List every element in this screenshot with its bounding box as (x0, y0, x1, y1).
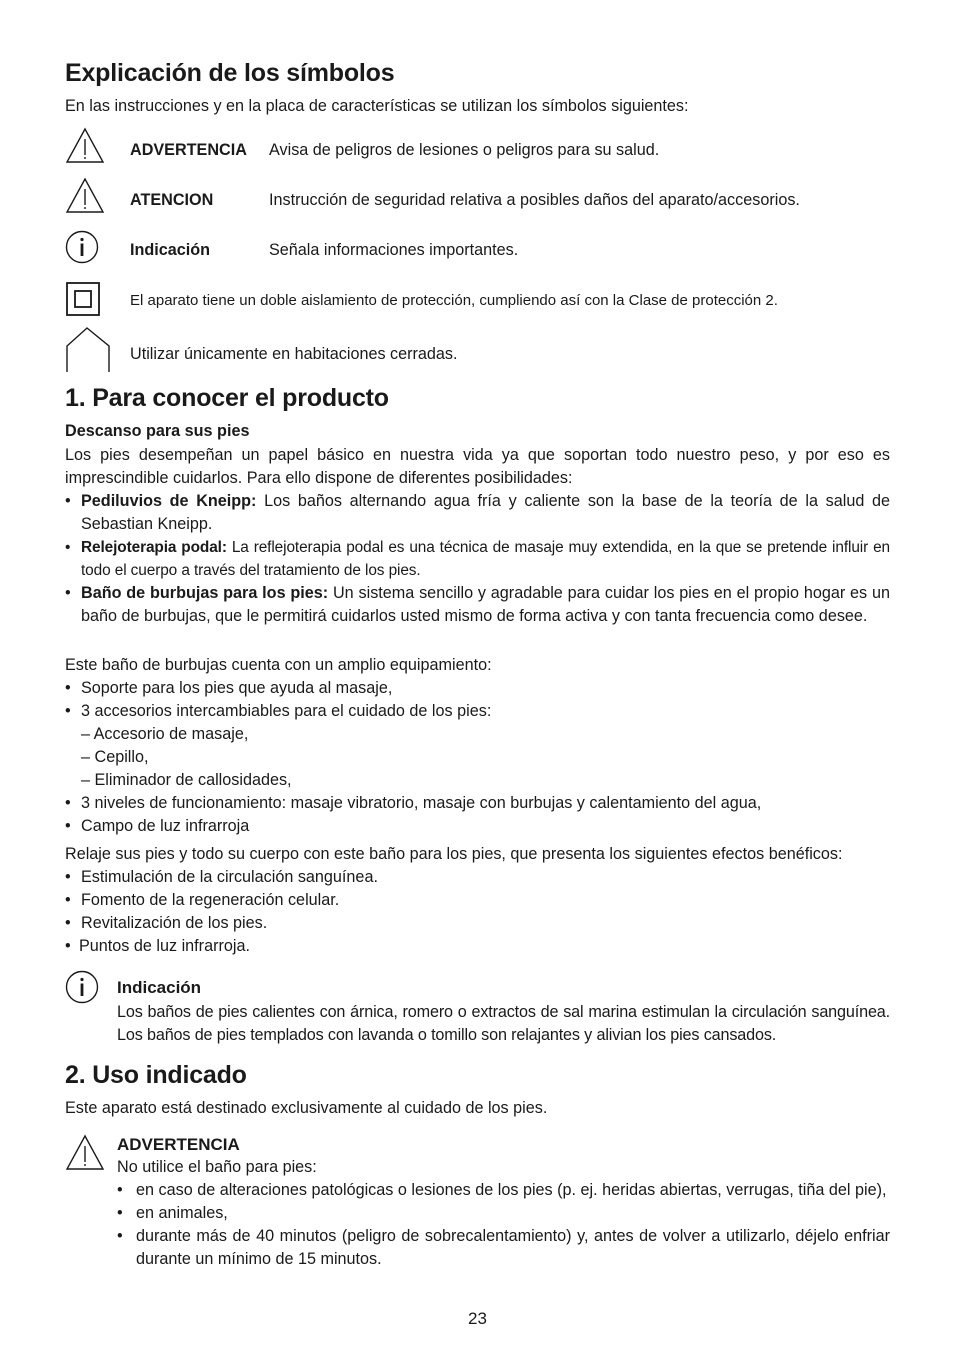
list-item (65, 815, 890, 838)
symbols-intro: En las instrucciones y en la placa de características se utilizan los símbolos siguientes: (65, 97, 689, 115)
info-icon (65, 230, 99, 269)
list-item (65, 677, 890, 700)
list-item: • Revitalización de los pies. (65, 912, 890, 935)
method-term: Baño de burbujas para los pies: (81, 584, 329, 602)
section2-intro: Este aparato está destinado exclusivamente al cuidado de los pies. (65, 1099, 548, 1117)
symbol-term: ADVERTENCIA (130, 141, 247, 159)
list-item (65, 792, 890, 815)
method-text: La reflejoterapia podal es una técnica de masaje muy extendida, en la que se pretende influir en todo el cuerpo a través del tratamiento de los pies. (81, 539, 890, 579)
warning-title: ADVERTENCIA (117, 1135, 240, 1154)
list-item (65, 536, 890, 582)
note-title: Indicación (117, 978, 202, 997)
list-item: • en caso de alteraciones patológicas o lesiones de los pies (p. ej. heridas abiertas, verrugas, tiña del pie), (117, 1179, 890, 1202)
list-item: • Puntos de luz infrarroja. (65, 935, 890, 958)
sublist-item: – Accesorio de masaje, (81, 725, 249, 743)
section1-heading: 1. Para conocer el producto (65, 384, 389, 412)
warning-lead: No utilice el baño para pies: (117, 1158, 317, 1176)
symbol-row-double-insulation (65, 281, 890, 321)
warning-triangle-icon (65, 1133, 105, 1178)
symbol-row-indoor (65, 326, 890, 366)
note-text: Los baños de pies calientes con árnica, romero o extractos de sal marina estimulan la circulación sanguínea. Los baños de pies templados con lavanda o tomillo son relajantes y alivian los pies cansados. (117, 1003, 890, 1044)
effects-intro: Relaje sus pies y todo su cuerpo con este baño para los pies, que presenta los siguientes efectos benéficos: (65, 845, 843, 863)
section2-heading: 2. Uso indicado (65, 1061, 247, 1089)
symbol-term: ATENCION (130, 191, 214, 209)
method-text: Un sistema sencillo y agradable para cuidar los pies en el propio hogar es un baño de burbujas, que le permitirá cuidarlos usted mismo de forma activa y con tanta frecuencia como desee. (81, 584, 890, 625)
list-item: • en animales, (117, 1202, 890, 1225)
warning-triangle-icon (65, 176, 105, 221)
symbol-row-info (65, 230, 890, 270)
page-number: 23 (468, 1309, 487, 1328)
list-item-text: Campo de luz infrarroja (81, 817, 250, 835)
symbol-row-warning (65, 126, 890, 166)
section1-subtitle: Descanso para sus pies (65, 422, 250, 440)
symbols-heading: Explicación de los símbolos (65, 59, 395, 87)
symbol-row-attention (65, 176, 890, 216)
equipment-list (65, 677, 890, 723)
warning-body (117, 1133, 890, 1271)
list-item: • Fomento de la regeneración celular. (65, 889, 890, 912)
methods-list (65, 490, 890, 628)
note-body (117, 970, 890, 1047)
list-item (65, 582, 890, 628)
method-term: Pediluvios de Kneipp: (81, 492, 257, 510)
house-icon (65, 326, 111, 379)
list-item: • Estimulación de la circulación sanguínea. (65, 866, 890, 889)
list-item-text: 3 accesorios intercambiables para el cuidado de los pies: (81, 702, 492, 720)
method-term: Relejoterapia podal: (81, 539, 227, 556)
warning-triangle-icon (65, 126, 105, 171)
symbol-desc-small: El aparato tiene un doble aislamiento de protección, cumpliendo así con la Clase de protección 2. (130, 292, 778, 309)
sublist-item: – Cepillo, (81, 748, 149, 766)
accessories-sublist (65, 723, 292, 792)
symbol-term: Indicación (130, 241, 211, 259)
sublist-item: – Eliminador de callosidades, (81, 771, 292, 789)
equipment-intro: Este baño de burbujas cuenta con un amplio equipamiento: (65, 656, 492, 674)
symbol-desc: Instrucción de seguridad relativa a posibles daños del aparato/accesorios. (269, 191, 800, 209)
section1-intro: Los pies desempeñan un papel básico en nuestra vida ya que soportan todo nuestro peso, y por eso es imprescindible cuidarlos. Para ello dispone de diferentes posibilidades: (65, 446, 890, 487)
method-text: Los baños alternando agua fría y caliente son la base de la teoría de la salud de Sebastian Kneipp. (81, 492, 891, 533)
list-item: • durante más de 40 minutos (peligro de sobrecalentamiento) y, antes de volver a utilizarlo, déjelo enfriar durante un mínimo de 15 minutos. (117, 1225, 890, 1271)
list-item (65, 490, 890, 536)
list-item-text: Soporte para los pies que ayuda al masaje, (81, 679, 393, 697)
equipment-list-continued (65, 792, 890, 838)
symbol-desc: Avisa de peligros de lesiones o peligros para su salud. (269, 141, 660, 159)
effects-list (65, 866, 890, 958)
info-icon (65, 970, 99, 1009)
list-item-text: 3 niveles de funcionamiento: masaje vibratorio, masaje con burbujas y calentamiento del agua, (81, 794, 762, 812)
warning-list (117, 1179, 890, 1271)
symbol-desc: Señala informaciones importantes. (269, 241, 519, 259)
symbol-desc: Utilizar únicamente en habitaciones cerradas. (130, 345, 458, 363)
double-insulation-icon (65, 281, 101, 322)
list-item (65, 700, 890, 723)
